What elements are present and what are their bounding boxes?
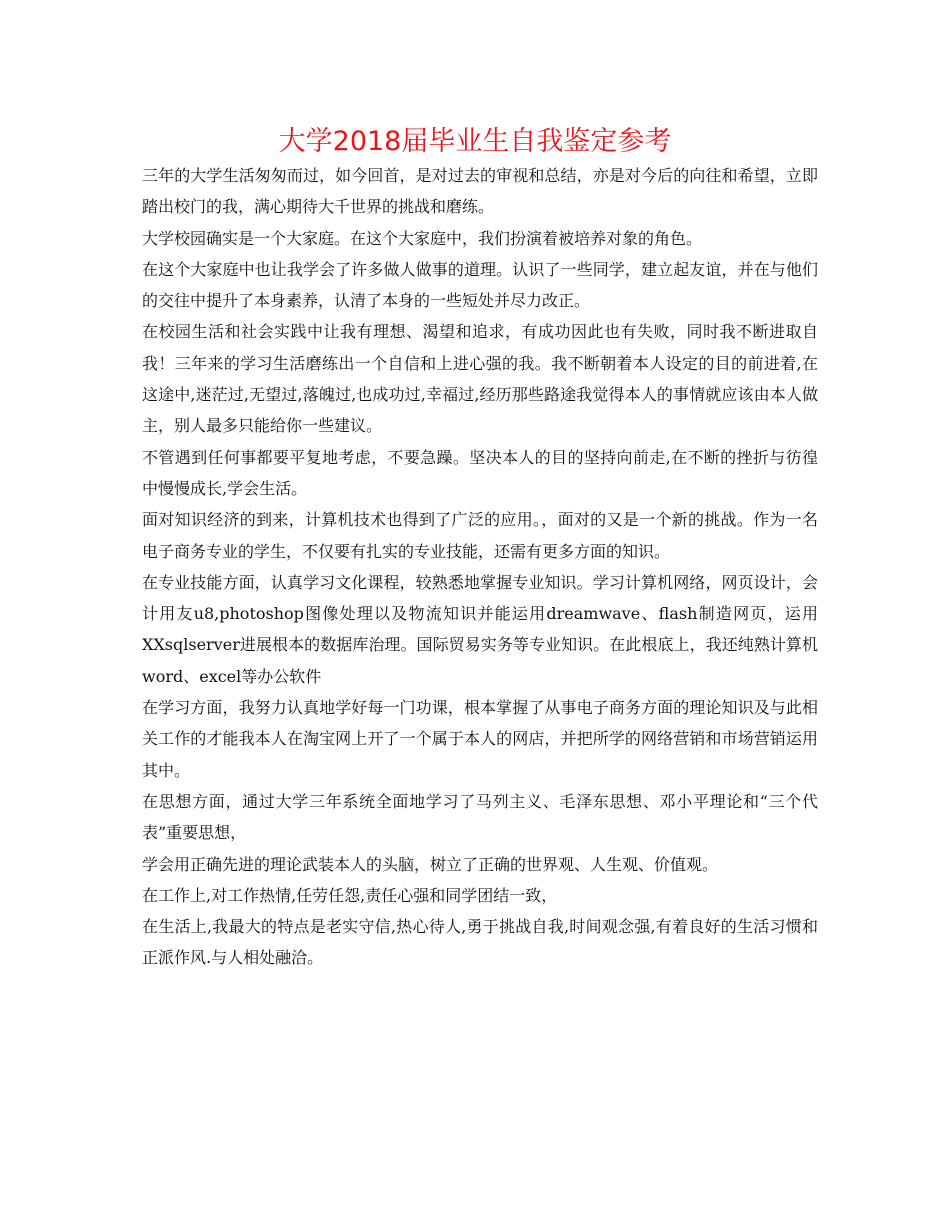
document-body xyxy=(142,160,818,974)
paragraph-2: 大学校园确实是一个大家庭。在这个大家庭中，我们扮演着被培养对象的角色。 xyxy=(142,228,703,248)
paragraph-10: 学会用正确先进的理论武装本人的头脑，树立了正确的世界观、人生观、价值观。 xyxy=(142,854,719,874)
paragraph-12: 在生活上,我最大的特点是老实守信,热心待人,勇于挑战自我,时间观念强,有着良好的生活习惯和正派作风.与人相处融洽。 xyxy=(142,917,818,968)
paragraph-5: 不管遇到任何事都要平复地考虑，不要急躁。坚决本人的目的坚持向前走,在不断的挫折与彷徨中慢慢成长,学会生活。 xyxy=(142,447,818,498)
paragraph-4: 在校园生活和社会实践中让我有理想、渴望和追求，有成功因此也有失败，同时我不断进取自我！三年来的学习生活磨练出一个自信和上进心强的我。我不断朝着本人设定的目的前进着,在这途中,迷茫过,无望过,落魄过,也成功过,幸福过,经历那些路途我觉得本人的事情就应该由本人做主，别人最多只能给你一些建议。 xyxy=(142,322,818,436)
paragraph-11: 在工作上,对工作热情,任劳任怨,责任心强和同学团结一致， xyxy=(142,885,558,905)
paragraph-7: 在专业技能方面，认真学习文化课程，较熟悉地掌握专业知识。学习计算机网络，网页设计，会计用友u8,photoshop图像处理以及物流知识并能运用dreamwave、flash制造网页，运用XXsqlserver进展根本的数据库治理。国际贸易实务等专业知识。在此根底上，我还纯熟计算机word、excel等办公软件 xyxy=(142,572,818,686)
paragraph-6: 面对知识经济的到来，计算机技术也得到了广泛的应用。，面对的又是一个新的挑战。作为一名电子商务专业的学生，不仅要有扎实的专业技能，还需有更多方面的知识。 xyxy=(142,510,818,561)
paragraph-1: 三年的大学生活匆匆而过，如今回首，是对过去的审视和总结，亦是对今后的向往和希望，立即踏出校门的我，满心期待大千世界的挑战和磨练。 xyxy=(142,166,818,217)
paragraph-3: 在这个大家庭中也让我学会了许多做人做事的道理。认识了一些同学，建立起友谊，并在与他们的交往中提升了本身素养，认清了本身的一些短处并尽力改正。 xyxy=(142,259,818,311)
document-title: 大学2018届毕业生自我鉴定参考 xyxy=(278,126,672,157)
paragraph-8: 在学习方面，我努力认真地学好每一门功课，根本掌握了从事电子商务方面的理论知识及与此相关工作的才能我本人在淘宝网上开了一个属于本人的网店，并把所学的网络营销和市场营销运用其中。 xyxy=(142,698,818,780)
paragraph-9: 在思想方面，通过大学三年系统全面地学习了马列主义、毛泽东思想、邓小平理论和“三个代表”重要思想， xyxy=(142,791,818,843)
